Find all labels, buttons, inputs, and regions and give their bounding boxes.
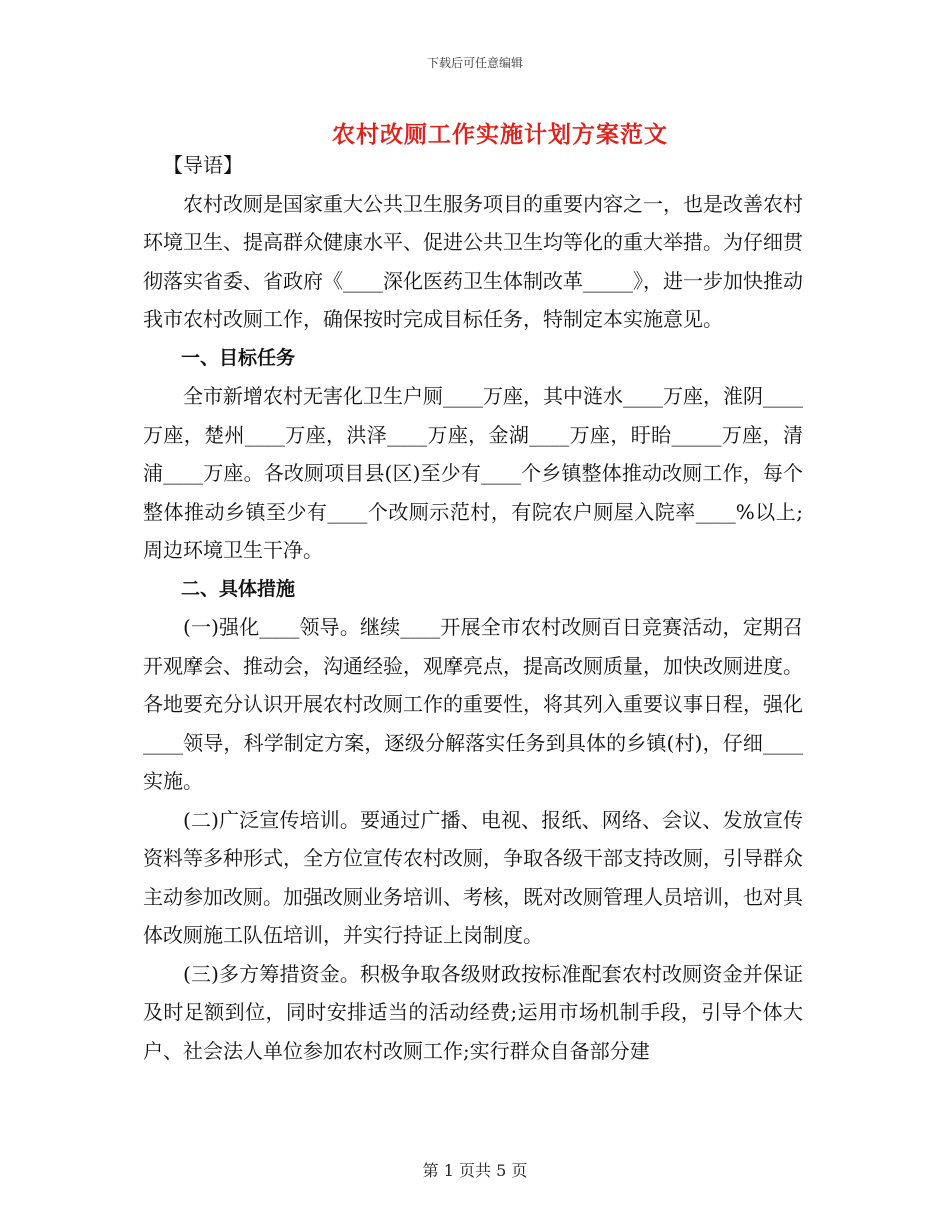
intro-paragraph: 农村改厕是国家重大公共卫生服务项目的重要内容之一，也是改善农村环境卫生、提高群众健康水平、促进公共卫生均等化的重大举措。为仔细贯彻落实省委、省政府《____深化医药卫生体制改革_____》，进一步加快推动我市农村改厕工作，确保按时完成目标任务，特制定本实施意见。 xyxy=(143,191,803,331)
measure-paragraph-2: (二)广泛宣传培训。要通过广播、电视、报纸、网络、会议、发放宣传资料等多种形式，全方位宣传农村改厕，争取各级干部支持改厕，引导群众主动参加改厕。加强改厕业务培训、考核，既对改厕管理人员培训，也对具体改厕施工队伍培训，并实行持证上岗制度。 xyxy=(143,807,803,947)
document-body xyxy=(143,146,803,1070)
measure-paragraph-1: (一)强化____领导。继续____开展全市农村改厕百日竞赛活动，定期召开观摩会、推动会，沟通经验，观摩亮点，提高改厕质量，加快改厕进度。各地要充分认识开展农村改厕工作的重要性，将其列入重要议事日程，强化____领导，科学制定方案，逐级分解落实任务到具体的乡镇(村)，仔细____实施。 xyxy=(143,615,803,793)
guide-label: 【导语】 xyxy=(163,153,243,177)
section-heading-measures: 二、具体措施 xyxy=(181,577,296,600)
measure-paragraph-3: (三)多方筹措资金。积极争取各级财政按标准配套农村改厕资金并保证及时足额到位，同时安排适当的活动经费;运用市场机制手段，引导个体大户、社会法人单位参加农村改厕工作;实行群众自备部分建 xyxy=(143,961,803,1063)
document-title: 农村改厕工作实施计划方案范文 xyxy=(332,121,668,148)
page-number: 第 1 页共 5 页 xyxy=(422,1161,528,1180)
section-heading-goals: 一、目标任务 xyxy=(181,346,296,369)
goals-paragraph: 全市新增农村无害化卫生户厕____万座，其中涟水____万座，淮阴____万座，楚州____万座，洪泽____万座，金湖____万座，盱眙_____万座，清浦____万座。各改厕项目县(区)至少有____个乡镇整体推动改厕工作，每个整体推动乡镇至少有____个改厕示范村，有院农户厕屋入院率____%以上;周边环境卫生干净。 xyxy=(143,384,803,562)
page-header-note: 下载后可任意编辑 xyxy=(426,56,523,70)
